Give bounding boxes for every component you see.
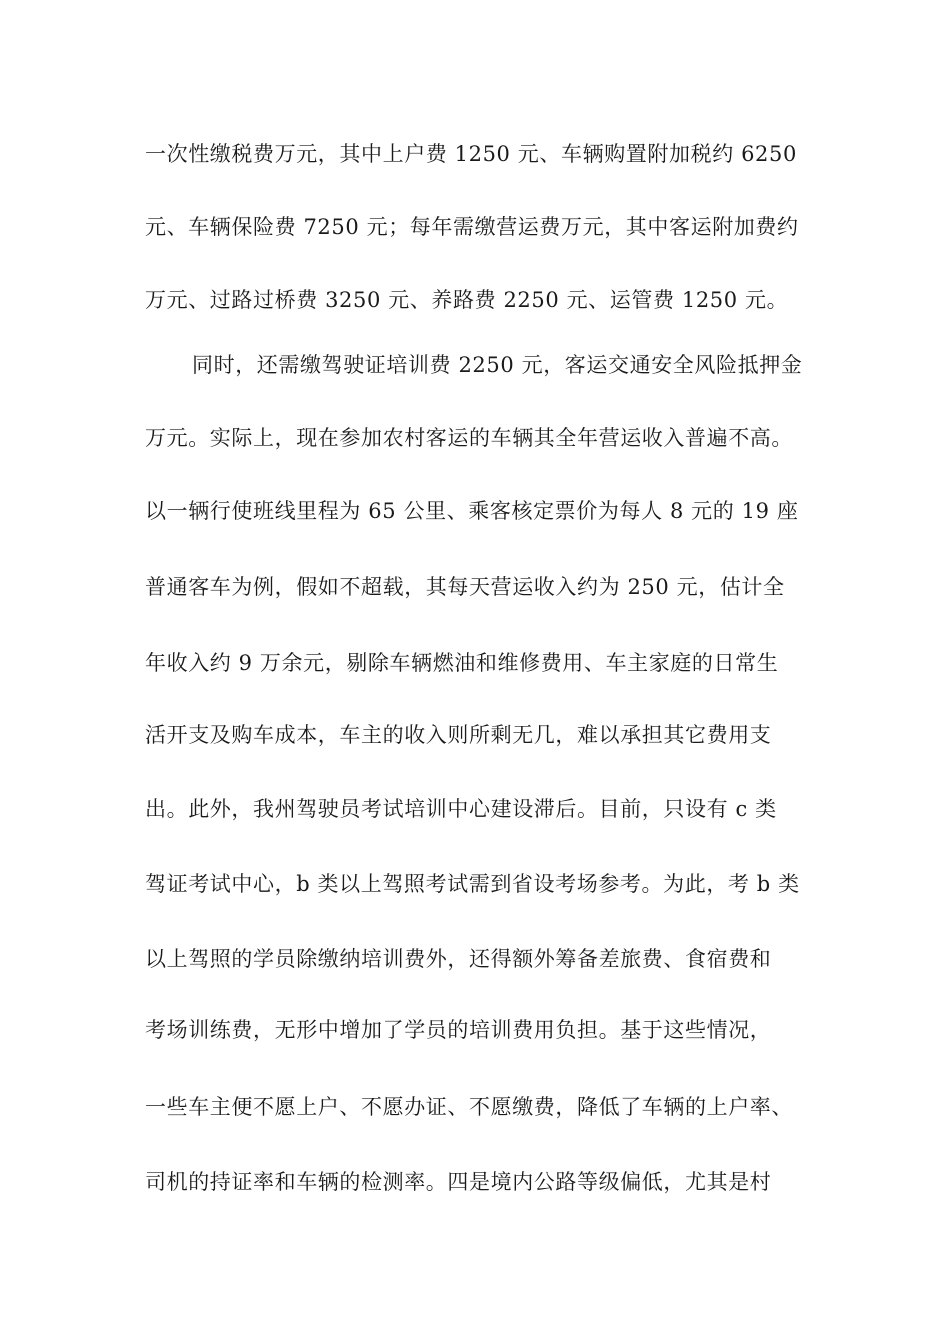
text-line-5: 万元。实际上，现在参加农村客运的车辆其全年营运收入普遍不高。	[145, 426, 793, 450]
text-line-4: 同时，还需缴驾驶证培训费 2250 元，客运交通安全风险抵押金	[192, 353, 803, 377]
text-line-7: 普通客车为例，假如不超载，其每天营运收入约为 250 元，估计全	[145, 575, 785, 599]
text-line-2: 元、车辆保险费 7250 元；每年需缴营运费万元，其中客运附加费约	[145, 215, 799, 239]
text-line-11: 驾证考试中心，b 类以上驾照考试需到省设考场参考。为此，考 b 类	[145, 872, 800, 896]
text-line-9: 活开支及购车成本，车主的收入则所剩无几，难以承担其它费用支	[145, 723, 772, 747]
text-line-8: 年收入约 9 万余元，剔除车辆燃油和维修费用、车主家庭的日常生	[145, 651, 779, 675]
text-line-3: 万元、过路过桥费 3250 元、养路费 2250 元、运管费 1250 元。	[145, 288, 789, 312]
text-line-12: 以上驾照的学员除缴纳培训费外，还得额外筹备差旅费、食宿费和	[145, 947, 772, 971]
text-line-13: 考场训练费，无形中增加了学员的培训费用负担。基于这些情况，	[145, 1018, 772, 1042]
text-line-10: 出。此外，我州驾驶员考试培训中心建设滞后。目前，只设有 c 类	[145, 797, 777, 821]
text-line-15: 司机的持证率和车辆的检测率。四是境内公路等级偏低，尤其是村	[145, 1170, 772, 1194]
text-line-1: 一次性缴税费万元，其中上户费 1250 元、车辆购置附加税约 6250	[145, 142, 797, 166]
text-line-14: 一些车主便不愿上户、不愿办证、不愿缴费，降低了车辆的上户率、	[145, 1095, 793, 1119]
text-line-6: 以一辆行使班线里程为 65 公里、乘客核定票价为每人 8 元的 19 座	[145, 499, 799, 523]
